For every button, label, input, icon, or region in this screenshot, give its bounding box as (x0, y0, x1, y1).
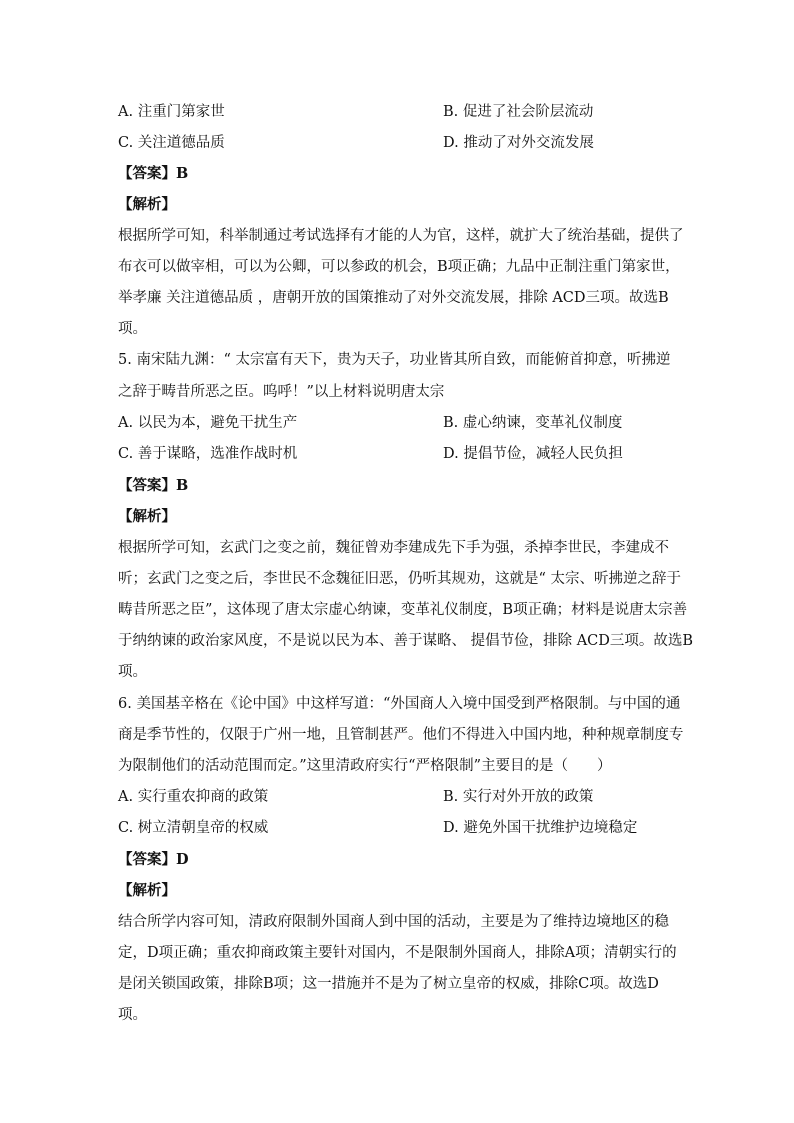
q6-analysis-line: 定，D项正确；重农抑商政策主要针对国内，不是限制外国商人，排除A项；清朝实行的 (118, 945, 677, 961)
q4-answer: 【答案】B (118, 165, 189, 182)
q6-analysis-line: 是闭关锁国政策，排除B项；这一措施并不是为了树立皇帝的权威，排除C项。故选D (118, 976, 659, 992)
q5-option-b: B. 虚心纳谏，变革礼仪制度 (443, 415, 623, 431)
q5-analysis-label: 【解析】 (118, 508, 176, 525)
q6-analysis-line: 结合所学内容可知，清政府限制外国商人到中国的活动，主要是为了维持边境地区的稳 (118, 914, 669, 930)
q5-analysis-line: 项。 (118, 664, 147, 680)
q6-analysis-label: 【解析】 (118, 882, 176, 899)
q6-answer: 【答案】D (118, 851, 189, 868)
q5-analysis-line: 听；玄武门之变之后，李世民不念魏征旧恶，仍听其规劝，这就是“ 太宗、听拂逆之辞于 (118, 571, 682, 587)
q6-analysis-line: 项。 (118, 1007, 147, 1023)
q5-stem-line: 之辞于畴昔所恶之臣。呜呼！”以上材料说明唐太宗 (118, 384, 445, 400)
q5-option-d: D. 提倡节俭，减轻人民负担 (443, 446, 623, 462)
q5-option-a: A. 以民为本，避免干扰生产 (118, 415, 298, 431)
q4-option-b: B. 促进了社会阶层流动 (443, 104, 594, 120)
q4-option-c: C. 关注道德品质 (118, 135, 225, 151)
q6-option-d: D. 避免外国干扰维护边境稳定 (443, 820, 638, 836)
q4-analysis-line: 根据所学可知，科举制通过考试选择有才能的人为官，这样，就扩大了统治基础，提供了 (118, 228, 684, 244)
q4-analysis-line: 项。 (118, 321, 147, 337)
q6-option-c: C. 树立清朝皇帝的权威 (118, 820, 269, 836)
q4-analysis-label: 【解析】 (118, 196, 176, 213)
q5-analysis-line: 根据所学可知，玄武门之变之前，魏征曾劝李建成先下手为强，杀掉李世民，李建成不 (118, 540, 669, 556)
q5-analysis-line: 于纳纳谏的政治家风度，不是说以民为本、善于谋略、 提倡节俭，排除 ACD三项。故选B (118, 633, 694, 649)
q4-analysis-line: 举孝廉 关注道德品质 ，唐朝开放的国策推动了对外交流发展，排除 ACD三项。故选B (118, 290, 669, 306)
q4-option-d: D. 推动了对外交流发展 (443, 135, 594, 151)
q5-answer: 【答案】B (118, 477, 189, 494)
q6-option-a: A. 实行重农抑商的政策 (118, 789, 269, 805)
q6-option-b: B. 实行对外开放的政策 (443, 789, 594, 805)
q6-stem-line: 为限制他们的活动范围而定。”这里清政府实行“严格限制”主要目的是（ ） (118, 758, 612, 774)
q5-analysis-line: 畴昔所恶之臣”，这体现了唐太宗虚心纳谏，变革礼仪制度，B项正确；材料是说唐太宗善 (118, 602, 688, 618)
q5-option-c: C. 善于谋略，选准作战时机 (118, 446, 298, 462)
q6-stem-line: 商是季节性的，仅限于广州一地，且管制甚严。他们不得进入中国内地，种种规章制度专 (118, 727, 684, 743)
q4-option-a: A. 注重门第家世 (118, 104, 225, 120)
q6-stem-line: 6. 美国基辛格在《论中国》中这样写道：“外国商人入境中国受到严格限制。与中国的通 (118, 696, 681, 712)
q4-analysis-line: 布衣可以做宰相，可以为公卿，可以参政的机会，B项正确；九品中正制注重门第家世， (118, 259, 680, 275)
q5-stem-line: 5. 南宋陆九渊：“ 太宗富有天下，贵为天子，功业皆其所自致，而能俯首抑意，听拂逆 (118, 352, 671, 368)
